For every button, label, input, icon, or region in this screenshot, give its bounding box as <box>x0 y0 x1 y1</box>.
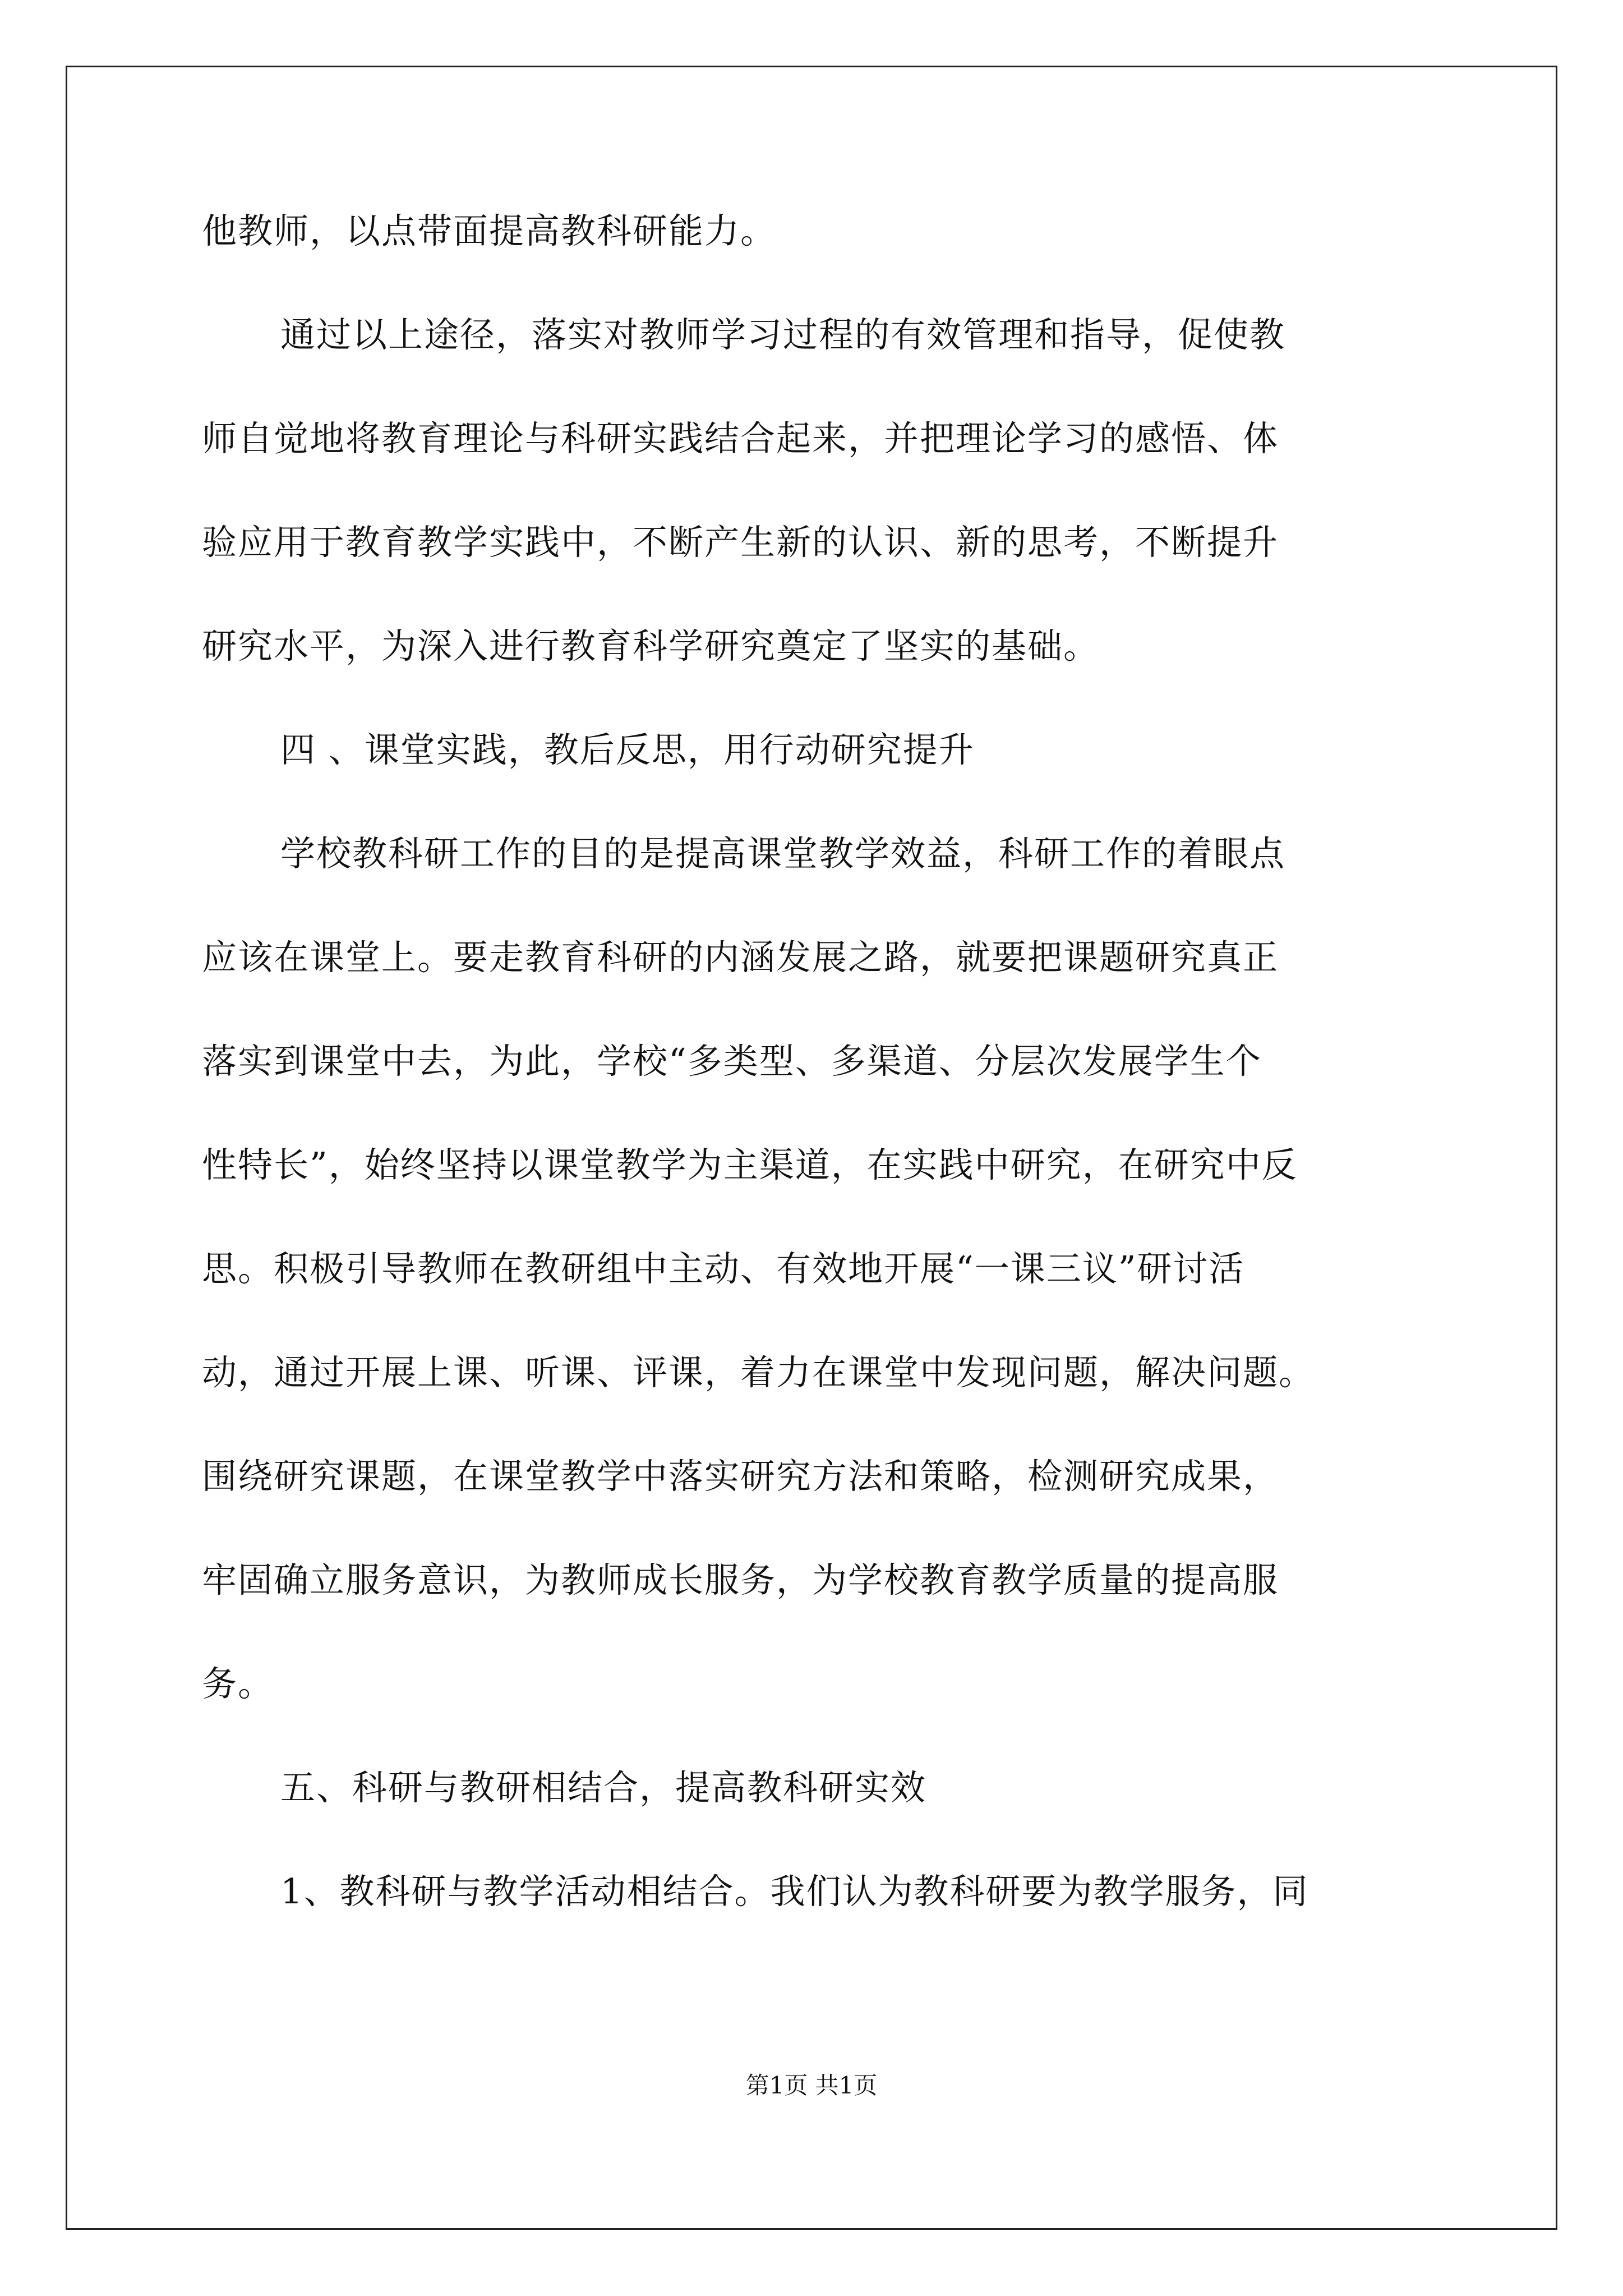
section-heading: 五、科研与教研相结合，提高教科研实效 <box>280 1767 927 1808</box>
text-line: 验应用于教育教学实践中，不断产生新的认识、新的思考，不断提升 <box>202 522 1279 563</box>
text-line: 牢固确立服务意识，为教师成长服务，为学校教育教学质量的提高服 <box>202 1559 1279 1600</box>
text-line: 1、教科研与教学活动相结合。我们认为教科研要为教学服务，同 <box>280 1871 1309 1912</box>
page-footer: 第1页 共1页 <box>745 2072 878 2099</box>
text-line: 师自觉地将教育理论与科研实践结合起来，并把理论学习的感悟、体 <box>202 418 1279 459</box>
text-line: 务。 <box>202 1663 274 1704</box>
text-line: 动，通过开展上课、听课、评课，着力在课堂中发现问题，解决问题。 <box>202 1352 1315 1393</box>
text-line: 思。积极引导教师在教研组中主动、有效地开展“一课三议”研讨活 <box>202 1248 1245 1289</box>
text-line: 应该在课堂上。要走教育科研的内涵发展之路，就要把课题研究真正 <box>202 937 1279 978</box>
text-line: 落实到课堂中去，为此，学校“多类型、多渠道、分层次发展学生个 <box>202 1041 1262 1082</box>
text-line: 通过以上途径，落实对教师学习过程的有效管理和指导，促使教 <box>280 314 1286 355</box>
text-line: 研究水平，为深入进行教育科学研究奠定了坚实的基础。 <box>202 625 1100 666</box>
section-heading: 四 、课堂实践，教后反思，用行动研究提升 <box>280 729 975 770</box>
text-line: 学校教科研工作的目的是提高课堂教学效益，科研工作的着眼点 <box>280 833 1286 874</box>
text-line: 性特长”，始终坚持以课堂教学为主渠道，在实践中研究，在研究中反 <box>202 1144 1298 1185</box>
text-line: 他教师，以点带面提高教科研能力。 <box>202 210 777 251</box>
text-line: 围绕研究课题，在课堂教学中落实研究方法和策略，检测研究成果， <box>202 1456 1279 1497</box>
